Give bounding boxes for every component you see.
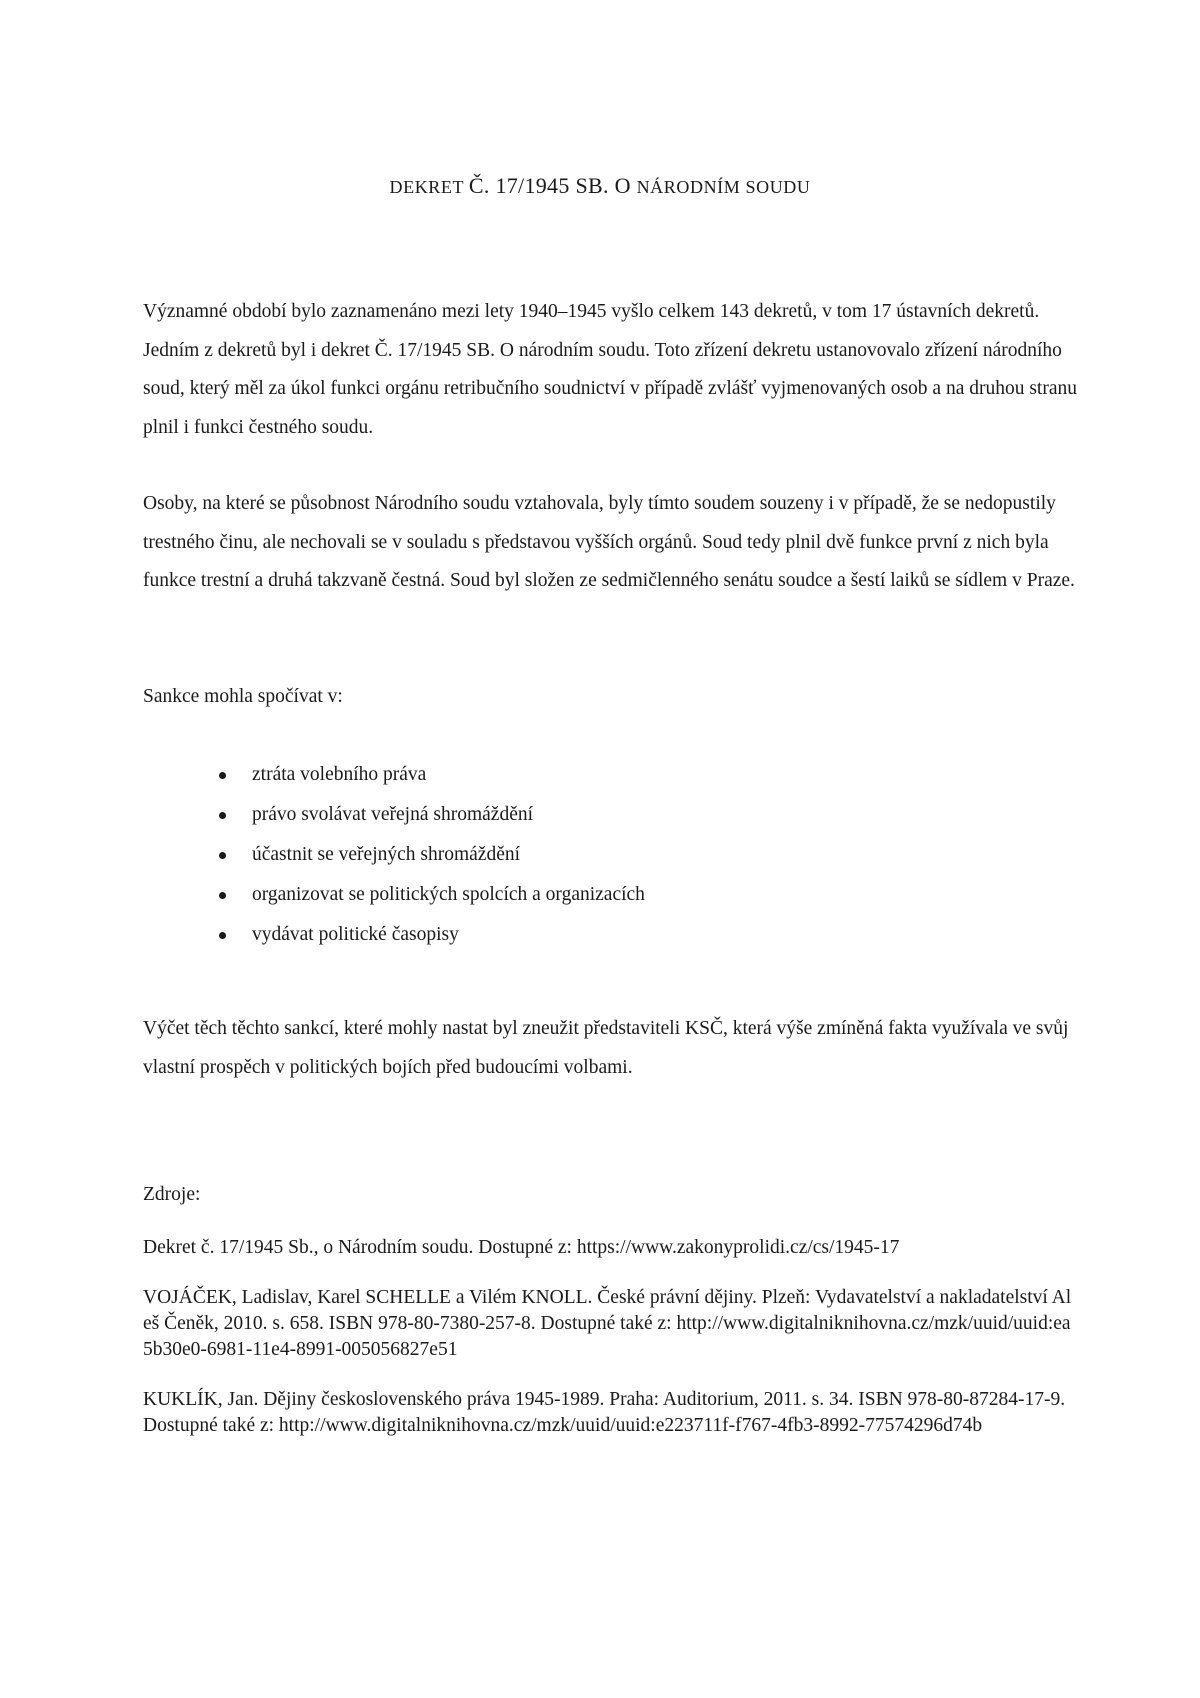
bullet-icon xyxy=(219,932,226,939)
bullet-icon xyxy=(219,812,226,819)
sanctions-list xyxy=(143,755,1043,955)
bullet-icon xyxy=(219,892,226,899)
list-item-text: organizovat se politických spolcích a organizacích xyxy=(252,884,645,905)
list-item xyxy=(143,835,1043,875)
title-prefix: DEKRET xyxy=(389,177,469,197)
title-suffix: NÁRODNÍM SOUDU xyxy=(636,177,811,197)
list-item xyxy=(143,915,1043,955)
source-entry: KUKLÍK, Jan. Dějiny československého práva 1945-1989. Praha: Auditorium, 2011. s. 34. ISBN 978-80-87284-17-9. Dostupné také z: http://www.digitalniknihovna.cz/mzk/uuid/uuid:e223711f-f767-4fb3-8992-77574296d74b xyxy=(143,1389,1066,1436)
list-item-text: vydávat politické časopisy xyxy=(252,924,459,945)
list-item xyxy=(143,875,1043,915)
source-entry: Dekret č. 17/1945 Sb., o Národním soudu. Dostupné z: https://www.zakonyprolidi.cz/cs/1945-17 xyxy=(143,1237,900,1258)
paragraph-closing: Výčet těch těchto sankcí, které mohly nastat byl zneužit představiteli KSČ, která výše zmíněná fakta využívala ve svůj vlastní prospěch v politických bojích před budoucími volbami. xyxy=(143,1018,1069,1078)
source-entry: VOJÁČEK, Ladislav, Karel SCHELLE a Vilém KNOLL. České právní dějiny. Plzeň: Vydavatelství a nakladatelství Aleš Čeněk, 2010. s. 658. ISBN 978-80-7380-257-8. Dostupné také z: http://www.digitalniknihovna.cz/mzk/uuid/uuid:ea5b30e0-6981-11e4-8991-005056827e51 xyxy=(143,1287,1072,1360)
list-item xyxy=(143,755,1043,795)
document-title xyxy=(0,171,1200,202)
list-item-text: právo svolávat veřejná shromáždění xyxy=(252,804,534,825)
paragraph-sanctions-lead: Sankce mohla spočívat v: xyxy=(143,686,343,707)
title-number: Č. 17/1945 SB. xyxy=(468,173,609,198)
sources-heading: Zdroje: xyxy=(143,1184,201,1205)
paragraph-intro: Významné období bylo zaznamenáno mezi lety 1940–1945 vyšlo celkem 143 dekretů, v tom 17 ústavních dekretů. Jedním z dekretů byl i dekret Č. 17/1945 SB. O národním soudu. Toto zřízení dekretu ustanovovalo zřízení národního soud, který měl za úkol funkci orgánu retribučního soudnictví v případě zvlášť vyjmenovaných osob a na druhou stranu plnil i funkci čestného soudu. xyxy=(143,301,1078,438)
bullet-icon xyxy=(219,772,226,779)
bullet-icon xyxy=(219,852,226,859)
list-item-text: ztráta volebního práva xyxy=(252,764,427,785)
title-o: O xyxy=(608,173,637,198)
list-item-text: účastnit se veřejných shromáždění xyxy=(252,844,521,865)
paragraph-scope: Osoby, na které se působnost Národního soudu vztahovala, byly tímto soudem souzeny i v případě, že se nedopustily trestného činu, ale nechovali se v souladu s představou vyšších orgánů. Soud tedy plnil dvě funkce první z nich byla funkce trestní a druhá takzvaně čestná. Soud byl složen ze sedmičlenného senátu soudce a šestí laiků se sídlem v Praze. xyxy=(143,493,1075,591)
list-item xyxy=(143,795,1043,835)
